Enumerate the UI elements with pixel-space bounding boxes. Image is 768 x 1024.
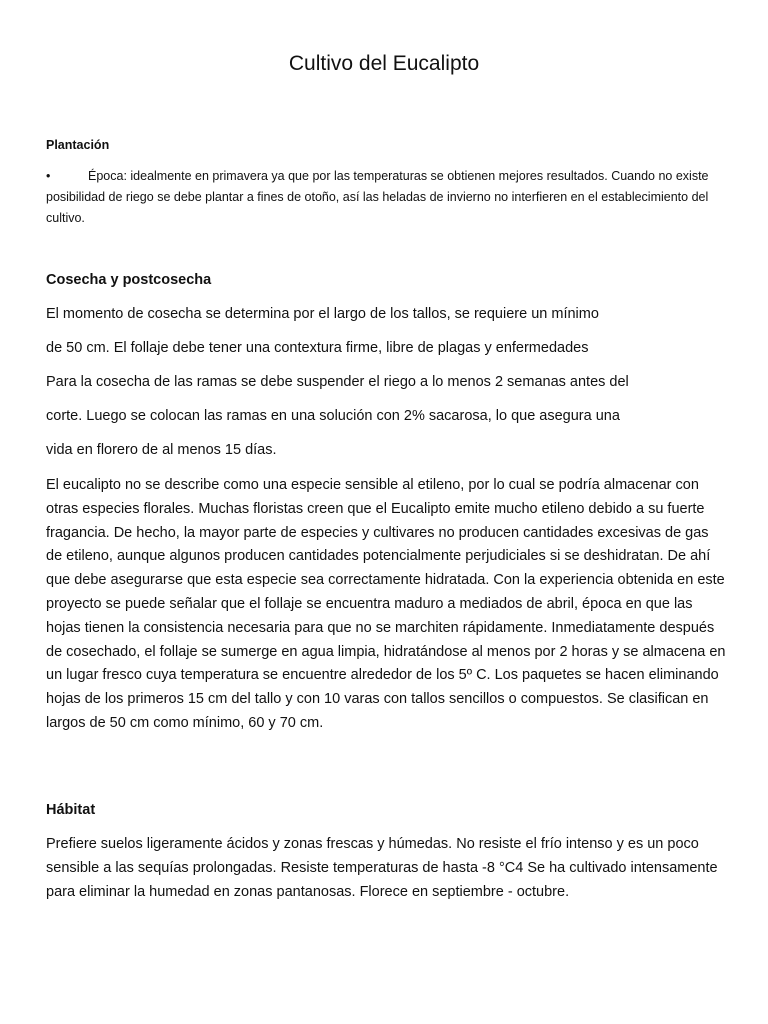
bullet-symbol: • [46, 169, 51, 183]
cosecha-line-3: Para la cosecha de las ramas se debe suspender el riego a lo menos 2 semanas antes del [46, 374, 629, 390]
bullet-item-epoca [46, 166, 726, 229]
bullet-text: Época: idealmente en primavera ya que por las temperaturas se obtienen mejores resultados. Cuando no existe posibilidad de riego se debe plantar a fines de otoño, así las heladas de invierno no interfieren en el establecimiento del cultivo. [46, 169, 709, 225]
page-title: Cultivo del Eucalipto [288, 52, 480, 75]
habitat-paragraph: Prefiere suelos ligeramente ácidos y zonas frescas y húmedas. No resiste el frío intenso y es un poco sensible a las sequías prolongadas. Resiste temperaturas de hasta -8 °C4 Se ha cultivado intensamente para eliminar la humedad en zonas pantanosas. Florece en septiembre - octubre. [46, 836, 718, 900]
cosecha-line-1: El momento de cosecha se determina por el largo de los tallos, se requiere un mínimo [46, 306, 599, 322]
cosecha-line-2: de 50 cm. El follaje debe tener una contextura firme, libre de plagas y enfermedades [46, 340, 589, 356]
heading-cosecha: Cosecha y postcosecha [46, 272, 212, 288]
heading-plantacion: Plantación [46, 138, 110, 152]
cosecha-line-5: vida en florero de al menos 15 días. [46, 442, 277, 458]
cosecha-paragraph: El eucalipto no se describe como una especie sensible al etileno, por lo cual se podría almacenar con otras especies florales. Muchas floristas creen que el Eucalipto emite mucho etileno debido a su fuerte fragancia. De hecho, la mayor parte de especies y cultivares no producen cantidades excesivas de gas de etileno, aunque algunos producen cantidades potencialmente perjudiciales si se deshidratan. De ahí que debe asegurarse que esta especie sea correctamente hidratada. Con la experiencia obtenida en este proyecto se puede señalar que el follaje se encuentra maduro a mediados de abril, época en que las hojas tienen la consistencia necesaria para que no se marchiten rápidamente. Inmediatamente después de cosechado, el follaje se sumerge en agua limpia, hidratándose al menos por 2 horas y se almacena en un lugar fresco cuya temperatura se encuentre alrededor de los 5º C. Los paquetes se hacen eliminando hojas de los primeros 15 cm del tallo y con 10 varas con tallos sencillos o compuestos. Se clasifican en largos de 50 cm como mínimo, 60 y 70 cm. [46, 477, 726, 731]
heading-habitat: Hábitat [46, 802, 96, 818]
cosecha-line-4: corte. Luego se colocan las ramas en una solución con 2% sacarosa, lo que asegura una [46, 408, 620, 424]
